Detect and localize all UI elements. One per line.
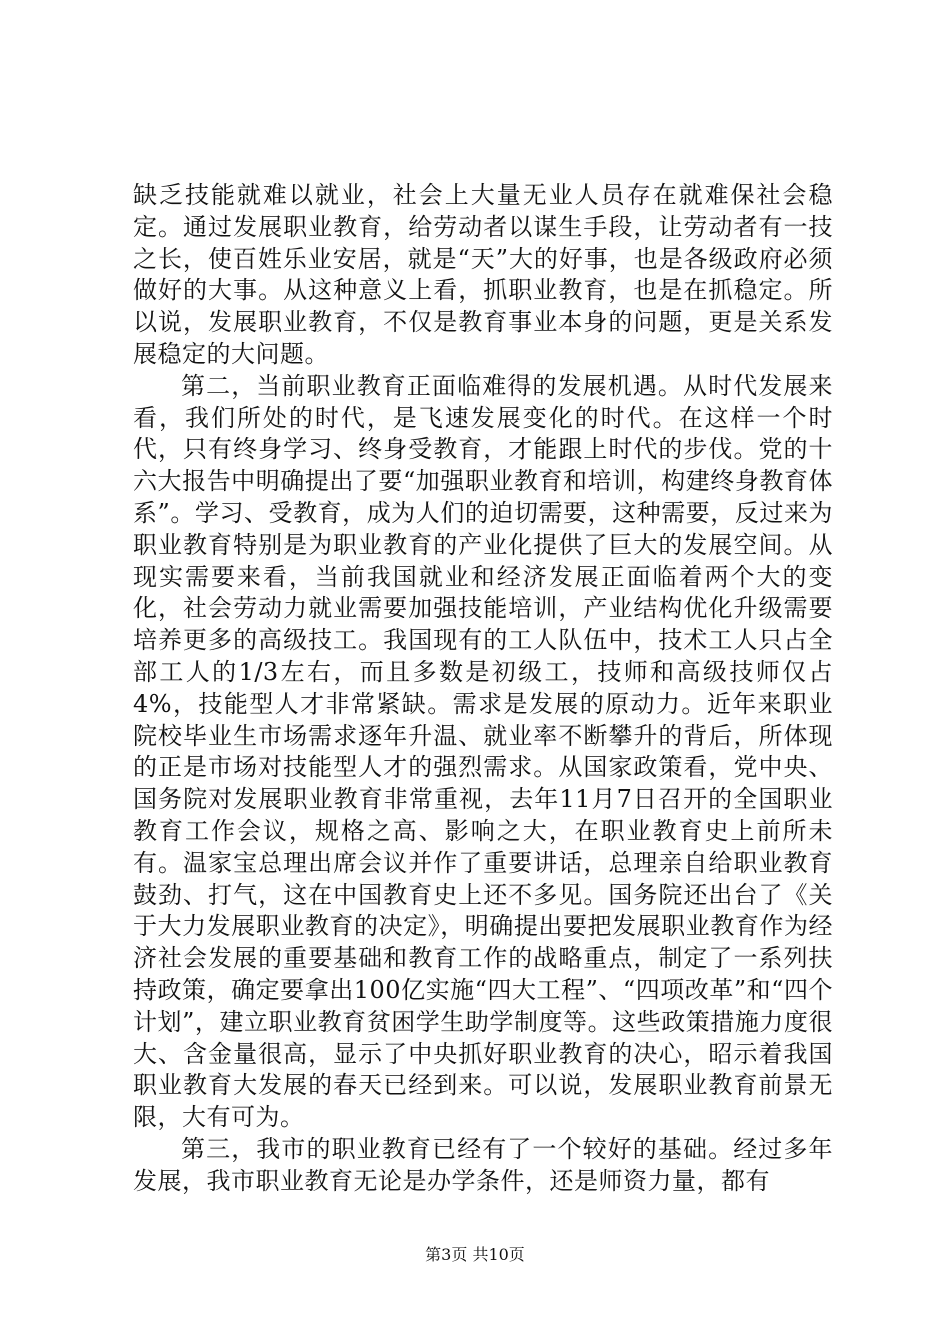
paragraph-third-point: 第三，我市的职业教育已经有了一个较好的基础。经过多年发展，我市职业教育无论是办学条件，还是师资力量，都有 [133,1134,833,1195]
paragraph-second-point: 第二，当前职业教育正面临难得的发展机遇。从时代发展来看，我们所处的时代，是飞速发展变化的时代。在这样一个时代，只有终身学习、终身受教育，才能跟上时代的步伐。党的十六大报告中明确提出了要“加强职业教育和培训，构建终身教育体系”。学习、受教育，成为人们的迫切需要，这种需要，反过来为职业教育特别是为职业教育的产业化提供了巨大的发展空间。从现实需要来看，当前我国就业和经济发展正面临着两个大的变化，社会劳动力就业需要加强技能培训，产业结构优化升级需要培养更多的高级技工。我国现有的工人队伍中，技术工人只占全部工人的1/3左右，而且多数是初级工，技师和高级技师仅占4%，技能型人才非常紧缺。需求是发展的原动力。近年来职业院校毕业生市场需求逐年升温、就业率不断攀升的背后，所体现的正是市场对技能型人才的强烈需求。从国家政策看，党中央、国务院对发展职业教育非常重视，去年11月7日召开的全国职业教育工作会议，规格之高、影响之大，在职业教育史上前所未有。温家宝总理出席会议并作了重要讲话，总理亲自给职业教育鼓劲、打气，这在中国教育史上还不多见。国务院还出台了《关于大力发展职业教育的决定》，明确提出要把发展职业教育作为经济社会发展的重要基础和教育工作的战略重点，制定了一系列扶持政策，确定要拿出100亿实施“四大工程”、“四项改革”和“四个计划”，建立职业教育贫困学生助学制度等。这些政策措施力度很大、含金量很高，显示了中央抓好职业教育的决心，昭示着我国职业教育大发展的春天已经到来。可以说，发展职业教育前景无限，大有可为。 [133,371,833,1132]
paragraph-continued: 缺乏技能就难以就业，社会上大量无业人员存在就难保社会稳定。通过发展职业教育，给劳动者以谋生手段，让劳动者有一技之长，使百姓乐业安居，就是“天”大的好事，也是各级政府必须做好的大事。从这种意义上看，抓职业教育，也是在抓稳定。所以说，发展职业教育，不仅是教育事业本身的问题，更是关系发展稳定的大问题。 [133,181,833,368]
document-body [133,180,833,1198]
page-footer: 第3页 共10页 [425,1245,525,1264]
